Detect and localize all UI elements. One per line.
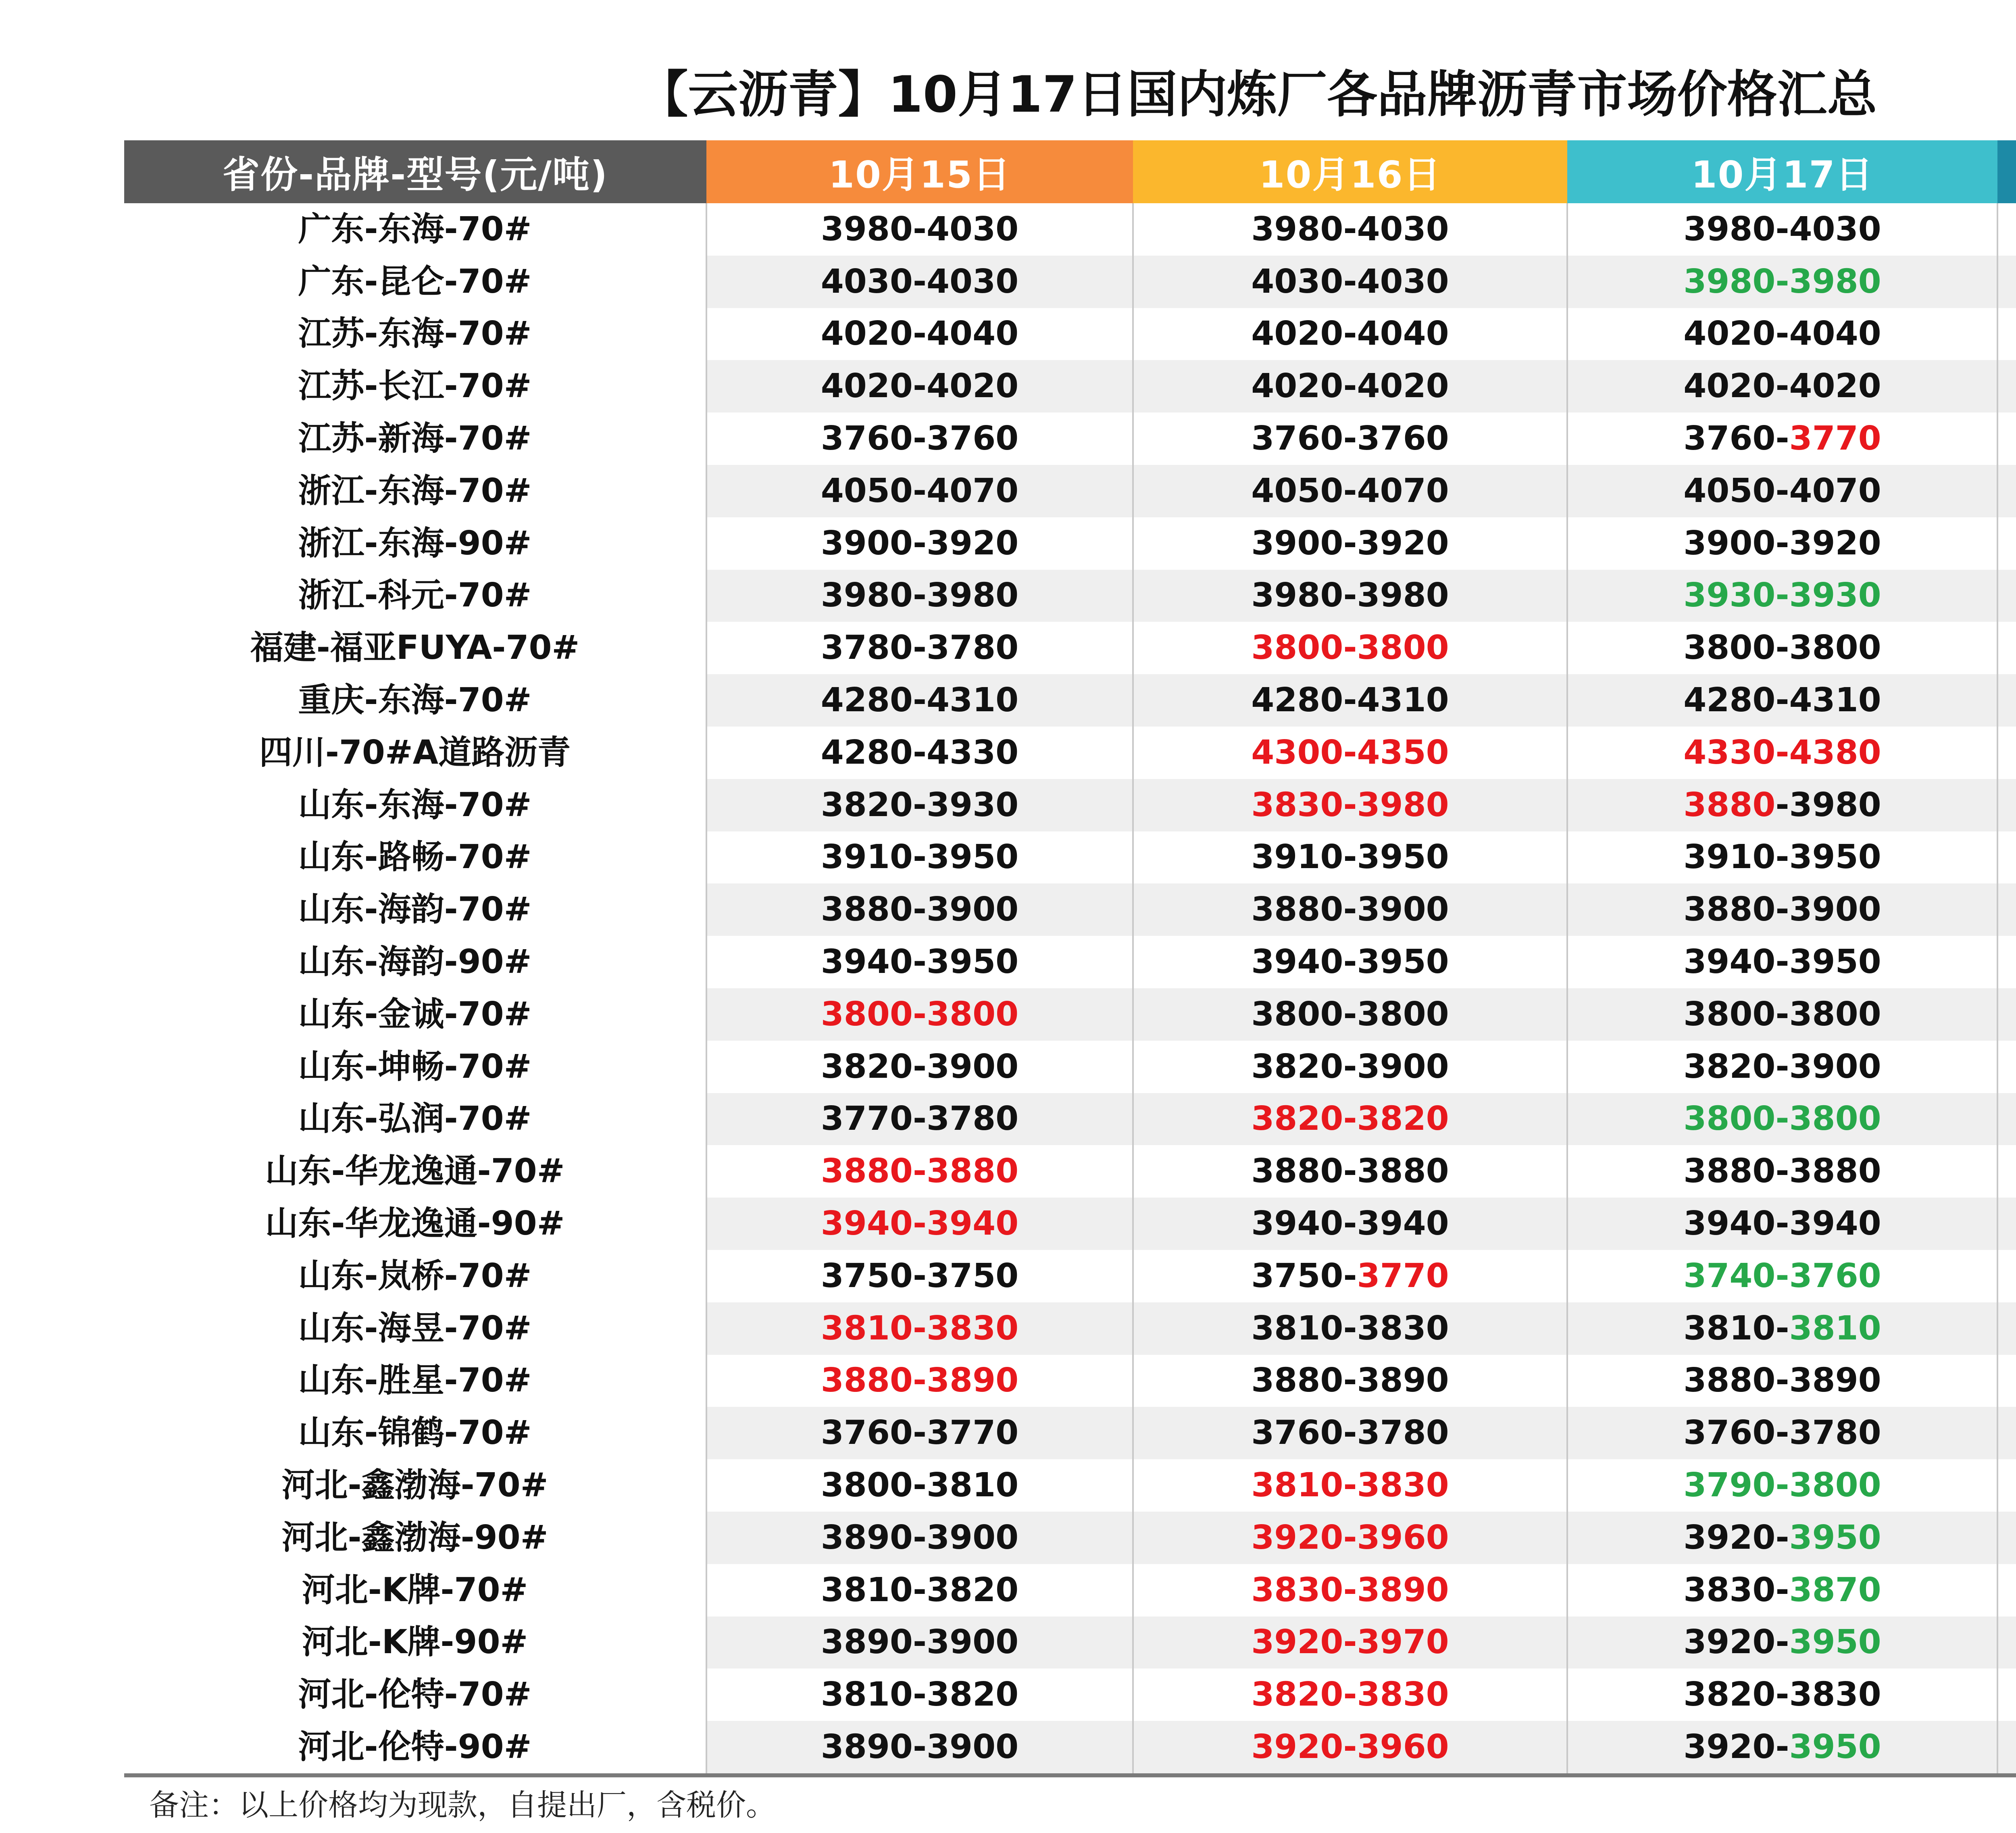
table-row (124, 1512, 2016, 1564)
price-oct15-cell (706, 674, 1133, 727)
value-segment: 3830- (1683, 1571, 1789, 1609)
value-segment: 3980-4030 (821, 210, 1019, 248)
change-cell (1997, 831, 2016, 884)
product-name-cell: 山东-弘润-70# (124, 1093, 706, 1146)
product-name-cell: 山东-胜星-70# (298, 1361, 532, 1400)
table-row (124, 1250, 2016, 1302)
price-oct17-cell (1567, 1459, 1997, 1512)
change-cell (1997, 203, 2016, 256)
price-oct16-cell (1133, 1564, 1567, 1616)
price-oct17-cell (1567, 1564, 1997, 1616)
price-oct15-cell (706, 570, 1133, 622)
value-segment: 4050-4070 (821, 471, 1019, 510)
change-cell (1997, 517, 2016, 570)
value-segment: 3800-3800 (821, 995, 1019, 1033)
table-row (124, 883, 2016, 936)
table-row (124, 1355, 2016, 1407)
price-oct16-cell (1133, 1721, 1567, 1775)
price-oct15-cell (706, 1145, 1133, 1198)
table-row (124, 360, 2016, 412)
product-name-cell: 浙江-东海-70# (124, 465, 706, 517)
change-cell (1997, 1668, 2016, 1721)
price-oct16-cell (1133, 1302, 1567, 1355)
price-oct17-cell (1567, 1198, 1997, 1250)
price-oct16-cell (1133, 1407, 1567, 1459)
value-segment: 3820-3820 (1251, 1100, 1449, 1138)
price-oct15-cell (706, 1616, 1133, 1669)
value-segment: 3760-3760 (1251, 419, 1449, 458)
price-oct15-cell (706, 1198, 1133, 1250)
price-oct15-cell (706, 831, 1133, 884)
change-cell (1997, 622, 2016, 674)
price-oct16-cell (1133, 1041, 1567, 1093)
value-segment: 4280-4310 (1251, 681, 1449, 720)
change-cell (1997, 1564, 2016, 1616)
price-oct15-cell (706, 883, 1133, 936)
value-segment: 3830-3890 (1251, 1571, 1449, 1609)
value-segment: 3900-3920 (821, 524, 1019, 562)
price-oct16-cell (1133, 1459, 1567, 1512)
price-oct16-cell (1133, 883, 1567, 936)
value-segment: 4030-4030 (1251, 262, 1449, 301)
value-segment: 3880-3890 (1251, 1361, 1449, 1400)
table-row (124, 1093, 2016, 1146)
price-oct15-cell (706, 1355, 1133, 1407)
value-segment: 3920- (1683, 1623, 1789, 1662)
table-row (124, 1459, 2016, 1512)
value-segment: 3940-3940 (1251, 1204, 1449, 1243)
value-segment: 3980-4030 (1251, 210, 1449, 248)
price-oct15-cell (706, 1250, 1133, 1302)
product-name-cell: 广东-东海-70# (298, 210, 532, 248)
value-segment: 3800-3800 (1251, 995, 1449, 1033)
value-segment: 3790-3800 (1683, 1466, 1881, 1505)
product-name-cell: 山东-东海-70# (124, 779, 706, 831)
value-segment: -3980 (1775, 785, 1881, 824)
value-segment: 3880-3890 (821, 1361, 1019, 1400)
value-segment: 3800-3800 (1683, 1100, 1881, 1138)
price-oct17-cell (1567, 831, 1997, 884)
value-segment: 3740-3760 (1683, 1256, 1881, 1295)
product-name-cell: 山东-坤畅-70# (298, 1047, 532, 1086)
value-segment: 3880-3890 (1683, 1361, 1881, 1400)
price-oct16-cell (1133, 203, 1567, 256)
change-cell (1997, 570, 2016, 622)
price-oct15-cell (706, 256, 1133, 308)
table-row (124, 779, 2016, 831)
price-oct16-cell (1133, 1250, 1567, 1302)
change-cell (1997, 1145, 2016, 1198)
price-oct17-cell (1567, 1093, 1997, 1146)
price-table (124, 140, 2016, 1777)
value-segment: 3800-3800 (1251, 629, 1449, 667)
product-name-cell: 河北-K牌-70# (302, 1571, 528, 1609)
value-segment: 3930-3930 (1683, 576, 1881, 615)
price-oct15-cell (706, 1459, 1133, 1512)
price-oct15-cell (706, 1407, 1133, 1459)
table-row (124, 1302, 2016, 1355)
price-oct16-cell (1133, 517, 1567, 570)
value-segment: 3750-3750 (821, 1256, 1019, 1295)
product-name-cell: 河北-伦特-90# (124, 1721, 706, 1775)
value-segment: 3810-3820 (821, 1675, 1019, 1714)
price-oct16-cell (1133, 674, 1567, 727)
price-oct15-cell (706, 1512, 1133, 1564)
price-oct16-cell (1133, 1355, 1567, 1407)
price-oct17-cell (1567, 465, 1997, 517)
value-segment: 4050-4070 (1251, 471, 1449, 510)
price-oct17-cell (1567, 308, 1997, 360)
price-oct17-cell (1567, 727, 1997, 779)
value-segment: 3980-3980 (1251, 576, 1449, 615)
change-cell (1997, 936, 2016, 988)
table-row (124, 412, 2016, 465)
value-segment: 3810 (1789, 1309, 1881, 1348)
change-cell (1997, 988, 2016, 1041)
price-oct17-cell (1567, 412, 1997, 465)
product-name-cell: 福建-福亚FUYA-70# (250, 629, 580, 667)
price-oct16-cell (1133, 412, 1567, 465)
value-segment: 3810- (1683, 1309, 1789, 1348)
product-name-cell: 江苏-东海-70# (298, 315, 532, 353)
price-oct15-cell (706, 308, 1133, 360)
price-oct17-cell (1567, 1250, 1997, 1302)
price-oct16-cell (1133, 465, 1567, 517)
price-oct16-cell (1133, 1093, 1567, 1146)
table-row (124, 727, 2016, 779)
value-segment: 3800-3800 (1683, 629, 1881, 667)
price-oct15-cell (706, 1041, 1133, 1093)
price-oct15-cell (706, 1093, 1133, 1146)
value-segment: 3940-3940 (821, 1204, 1019, 1243)
price-oct17-cell (1567, 1302, 1997, 1355)
value-segment: 3880 (1683, 785, 1776, 824)
change-cell (1997, 674, 2016, 727)
value-segment: 3770 (1357, 1256, 1449, 1295)
price-oct16-cell (1133, 360, 1567, 412)
price-oct15-cell (706, 1721, 1133, 1775)
price-oct16-cell (1133, 1512, 1567, 1564)
table-row (124, 203, 2016, 256)
value-segment: 3920-3970 (1251, 1623, 1449, 1662)
table-row (124, 1564, 2016, 1616)
value-segment: 3940-3950 (821, 943, 1019, 981)
price-oct16-cell (1133, 1668, 1567, 1721)
table-row (124, 1721, 2016, 1775)
header-product: 省份-品牌-型号(元/吨) (124, 140, 706, 203)
value-segment: 3760-3760 (821, 419, 1019, 458)
price-oct16-cell (1133, 1198, 1567, 1250)
table-row (124, 570, 2016, 622)
product-name-cell: 山东-岚桥-70# (298, 1256, 532, 1295)
change-cell (1997, 883, 2016, 936)
product-name-cell: 河北-鑫渤海-70# (281, 1466, 548, 1505)
price-oct17-cell (1567, 360, 1997, 412)
value-segment: 4020-4040 (1251, 315, 1449, 353)
value-segment: 4020-4040 (1683, 315, 1881, 353)
price-oct17-cell (1567, 1512, 1997, 1564)
price-oct16-cell (1133, 1145, 1567, 1198)
value-segment: 3820-3900 (821, 1047, 1019, 1086)
product-name-cell: 重庆-东海-70# (124, 674, 706, 727)
table-row (124, 465, 2016, 517)
price-oct15-cell (706, 1564, 1133, 1616)
change-cell (1997, 779, 2016, 831)
value-segment: 3880-3880 (821, 1152, 1019, 1191)
change-cell (1997, 1302, 2016, 1355)
price-oct16-cell (1133, 779, 1567, 831)
product-name-cell: 山东-华龙逸通-70# (265, 1152, 565, 1191)
price-oct17-cell (1567, 1616, 1997, 1669)
value-segment: 3820-3830 (1251, 1675, 1449, 1714)
change-cell (1997, 1355, 2016, 1407)
product-name-cell: 江苏-新海-70# (298, 419, 532, 458)
value-segment: 3950 (1789, 1728, 1881, 1766)
product-name-cell: 山东-海韵-90# (298, 943, 532, 981)
change-cell (1997, 1093, 2016, 1146)
price-oct16-cell (1133, 831, 1567, 884)
price-oct17-cell (1567, 570, 1997, 622)
table-header-row (124, 140, 2016, 203)
value-segment: 3810-3830 (1251, 1466, 1449, 1505)
change-cell (1997, 1198, 2016, 1250)
table-row (124, 308, 2016, 360)
value-segment: 3940-3950 (1251, 943, 1449, 981)
price-oct17-cell (1567, 674, 1997, 727)
table-row (124, 1198, 2016, 1250)
table-row (124, 1407, 2016, 1459)
value-segment: 4300-4350 (1251, 733, 1449, 772)
table-row (124, 1668, 2016, 1721)
value-segment: 4020-4020 (821, 367, 1019, 406)
value-segment: 3820-3830 (1683, 1675, 1881, 1714)
price-oct17-cell (1567, 988, 1997, 1041)
header-change (1997, 140, 2016, 203)
price-oct17-cell (1567, 517, 1997, 570)
price-oct17-cell (1567, 1721, 1997, 1775)
price-oct15-cell (706, 936, 1133, 988)
value-segment: 3820-3900 (1251, 1047, 1449, 1086)
price-oct16-cell (1133, 1616, 1567, 1669)
price-oct15-cell (706, 727, 1133, 779)
value-segment: 3820-3930 (821, 785, 1019, 824)
change-cell (1997, 1041, 2016, 1093)
value-segment: 3750- (1251, 1256, 1357, 1295)
price-oct17-cell (1567, 1407, 1997, 1459)
value-segment: 3880-3900 (1251, 890, 1449, 929)
value-segment: 3910-3950 (821, 838, 1019, 877)
price-oct15-cell (706, 1668, 1133, 1721)
value-segment: 3760-3780 (1251, 1414, 1449, 1452)
value-segment: 4050-4070 (1683, 471, 1881, 510)
value-segment: 4020-4020 (1251, 367, 1449, 406)
value-segment: 3920- (1683, 1728, 1789, 1766)
value-segment: 3830-3980 (1251, 785, 1449, 824)
product-name-cell: 浙江-科元-70# (124, 570, 706, 622)
table-row (124, 256, 2016, 308)
price-oct17-cell (1567, 883, 1997, 936)
product-name-cell: 山东-锦鹤-70# (124, 1407, 706, 1459)
value-segment: 3760- (1683, 419, 1789, 458)
price-oct17-cell (1567, 1041, 1997, 1093)
price-oct15-cell (706, 1302, 1133, 1355)
table-row (124, 674, 2016, 727)
value-segment: 3780-3780 (821, 629, 1019, 667)
price-oct16-cell (1133, 308, 1567, 360)
price-oct17-cell (1567, 1355, 1997, 1407)
price-oct15-cell (706, 360, 1133, 412)
value-segment: 3770 (1789, 419, 1881, 458)
price-oct15-cell (706, 517, 1133, 570)
price-oct16-cell (1133, 936, 1567, 988)
product-name-cell: 四川-70#A道路沥青 (259, 733, 571, 772)
price-oct15-cell (706, 779, 1133, 831)
value-segment: 3810-3830 (821, 1309, 1019, 1348)
price-oct17-cell (1567, 622, 1997, 674)
table-row (124, 1145, 2016, 1198)
value-segment: 3760-3770 (821, 1414, 1019, 1452)
change-cell (1997, 412, 2016, 465)
product-name-cell: 河北-伦特-70# (298, 1675, 532, 1714)
value-segment: 3920-3960 (1251, 1518, 1449, 1557)
value-segment: 4030-4030 (821, 262, 1019, 301)
value-segment: 3820-3900 (1683, 1047, 1881, 1086)
change-cell (1997, 1721, 2016, 1775)
table-row (124, 1041, 2016, 1093)
value-segment: 3880-3900 (821, 890, 1019, 929)
table-row (124, 831, 2016, 884)
price-oct17-cell (1567, 203, 1997, 256)
value-segment: 4330-4380 (1683, 733, 1881, 772)
product-name-cell: 河北-K牌-90# (124, 1616, 706, 1669)
price-oct15-cell (706, 412, 1133, 465)
table-row (124, 988, 2016, 1041)
value-segment: 3910-3950 (1251, 838, 1449, 877)
price-oct15-cell (706, 203, 1133, 256)
change-cell (1997, 727, 2016, 779)
change-cell (1997, 256, 2016, 308)
change-cell (1997, 1459, 2016, 1512)
value-segment: 3890-3900 (821, 1518, 1019, 1557)
table-row (124, 936, 2016, 988)
price-oct17-cell (1567, 1145, 1997, 1198)
price-oct16-cell (1133, 988, 1567, 1041)
value-segment: 3910-3950 (1683, 838, 1881, 877)
value-segment: 3800-3810 (821, 1466, 1019, 1505)
price-oct17-cell (1567, 256, 1997, 308)
value-segment: 3760-3780 (1683, 1414, 1881, 1452)
value-segment: 4280-4330 (821, 733, 1019, 772)
value-segment: 3880-3900 (1683, 890, 1881, 929)
value-segment: 4020-4020 (1683, 367, 1881, 406)
price-oct16-cell (1133, 570, 1567, 622)
value-segment: 3980-4030 (1683, 210, 1881, 248)
value-segment: 3980-3980 (821, 576, 1019, 615)
value-segment: 3900-3920 (1683, 524, 1881, 562)
product-name-cell: 山东-海昱-70# (124, 1302, 706, 1355)
value-segment: 4280-4310 (1683, 681, 1881, 720)
value-segment: 3880-3880 (1683, 1152, 1881, 1191)
value-segment: 3890-3900 (821, 1728, 1019, 1766)
value-segment: 3920- (1683, 1518, 1789, 1557)
price-oct15-cell (706, 465, 1133, 517)
value-segment: 3810-3820 (821, 1571, 1019, 1609)
product-name-cell: 浙江-东海-90# (298, 524, 532, 562)
price-oct15-cell (706, 988, 1133, 1041)
header-oct17: 10月17日 (1567, 140, 1997, 203)
product-name-cell: 山东-海韵-70# (124, 883, 706, 936)
value-segment: 3890-3900 (821, 1623, 1019, 1662)
change-cell (1997, 1512, 2016, 1564)
change-cell (1997, 1250, 2016, 1302)
value-segment: 4020-4040 (821, 315, 1019, 353)
value-segment: 3900-3920 (1251, 524, 1449, 562)
product-name-cell: 广东-昆仑-70# (124, 256, 706, 308)
value-segment: 3800-3800 (1683, 995, 1881, 1033)
product-name-cell: 山东-金诚-70# (124, 988, 706, 1041)
header-oct15: 10月15日 (706, 140, 1133, 203)
price-oct16-cell (1133, 727, 1567, 779)
price-oct16-cell (1133, 622, 1567, 674)
change-cell (1997, 308, 2016, 360)
table-row (124, 622, 2016, 674)
product-name-cell: 河北-鑫渤海-90# (124, 1512, 706, 1564)
product-name-cell: 山东-路畅-70# (298, 838, 532, 877)
change-cell (1997, 1616, 2016, 1669)
price-oct17-cell (1567, 779, 1997, 831)
value-segment: 3950 (1789, 1623, 1881, 1662)
price-oct15-cell (706, 622, 1133, 674)
price-oct17-cell (1567, 1668, 1997, 1721)
value-segment: 3810-3830 (1251, 1309, 1449, 1348)
value-segment: 4280-4310 (821, 681, 1019, 720)
product-name-cell: 江苏-长江-70# (124, 360, 706, 412)
product-name-cell: 山东-华龙逸通-90# (124, 1198, 706, 1250)
value-segment: 3980-3980 (1683, 262, 1881, 301)
change-cell (1997, 465, 2016, 517)
value-segment: 3880-3880 (1251, 1152, 1449, 1191)
value-segment: 3950 (1789, 1518, 1881, 1557)
value-segment: 3770-3780 (821, 1100, 1019, 1138)
table-row (124, 1616, 2016, 1669)
table-row (124, 517, 2016, 570)
price-oct17-cell (1567, 936, 1997, 988)
value-segment: 3920-3960 (1251, 1728, 1449, 1766)
value-segment: 3940-3950 (1683, 943, 1881, 981)
value-segment: 3940-3940 (1683, 1204, 1881, 1243)
value-segment: 3870 (1789, 1571, 1881, 1609)
header-oct16: 10月16日 (1133, 140, 1567, 203)
change-cell (1997, 360, 2016, 412)
change-cell (1997, 1407, 2016, 1459)
footnote: 备注：以上价格均为现款，自提出厂，含税价。 (149, 1788, 776, 1823)
page-title: 【云沥青】10月17日国内炼厂各品牌沥青市场价格汇总 (638, 66, 1877, 124)
price-oct16-cell (1133, 256, 1567, 308)
